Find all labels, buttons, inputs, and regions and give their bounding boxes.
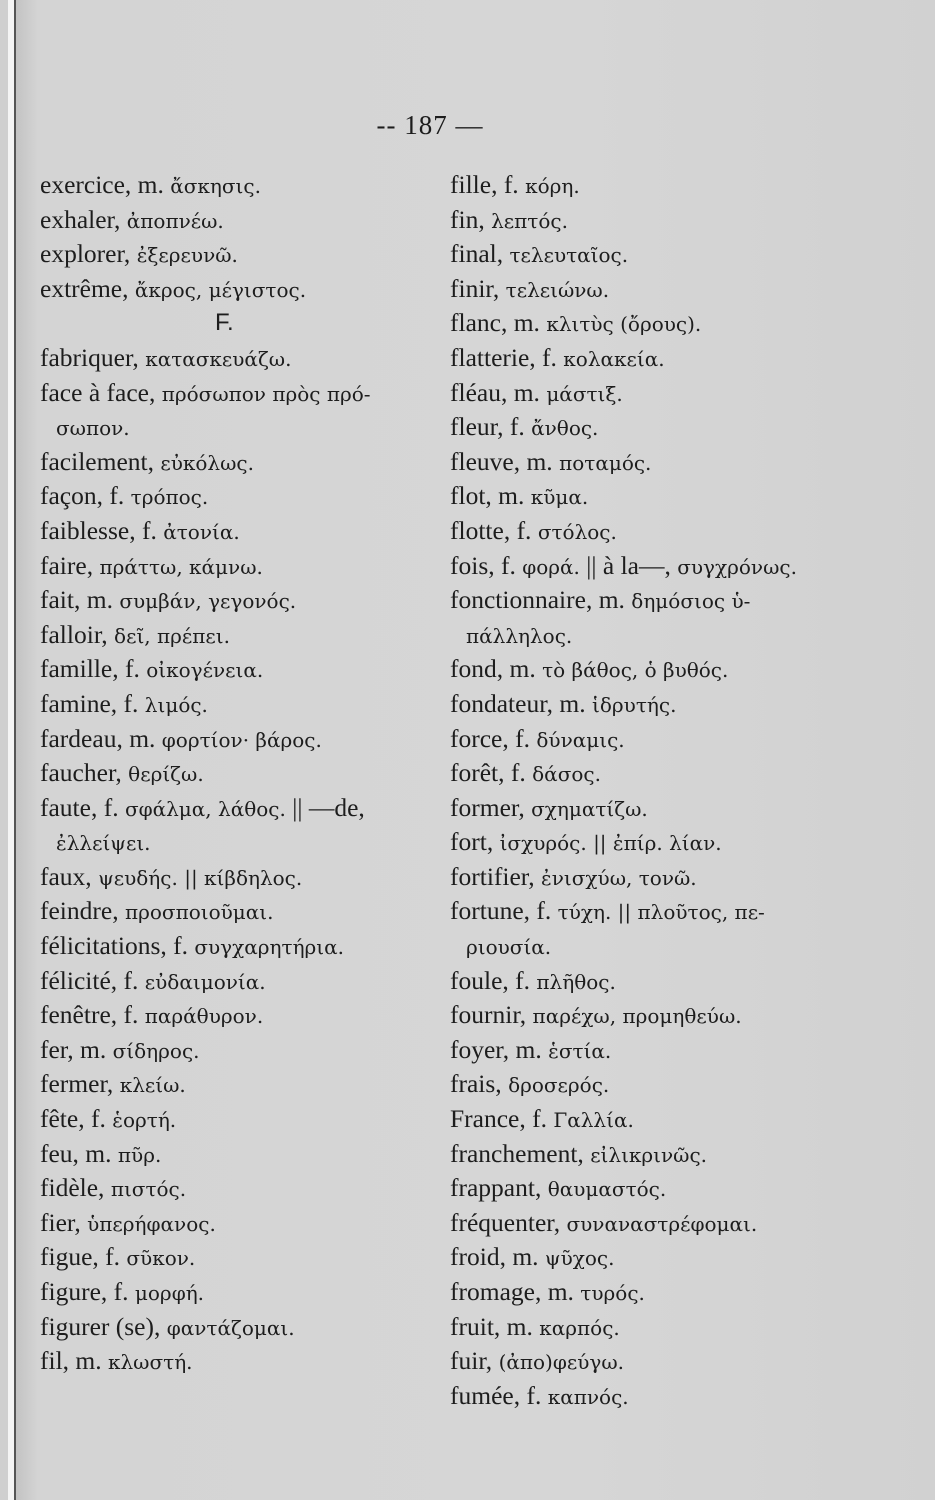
greek-translation: συγχρόνως. bbox=[677, 554, 797, 579]
greek-translation: φορά. bbox=[522, 554, 580, 579]
dictionary-entry bbox=[450, 860, 870, 895]
greek-translation: ἄκρος, μέγιστος. bbox=[134, 277, 307, 302]
dictionary-entry bbox=[40, 1344, 460, 1379]
greek-translation: τρόπος. bbox=[130, 485, 209, 510]
dictionary-entry bbox=[40, 1067, 460, 1102]
greek-translation: ψευδής. || κίβδηλος. bbox=[98, 865, 303, 890]
dictionary-entry bbox=[450, 964, 870, 999]
dictionary-entry bbox=[40, 964, 460, 999]
french-headword: force, f. bbox=[450, 723, 537, 753]
greek-translation: καρπός. bbox=[539, 1315, 620, 1340]
french-headword: fois, f. bbox=[450, 550, 523, 580]
french-headword: forêt, f. bbox=[450, 758, 533, 788]
section-heading: F. bbox=[215, 309, 234, 337]
greek-translation: φαντάζομαι. bbox=[166, 1315, 295, 1340]
french-headword: feindre, bbox=[40, 896, 125, 926]
dictionary-entry bbox=[450, 894, 870, 929]
entry-continuation bbox=[450, 929, 870, 964]
dictionary-entry bbox=[450, 1067, 870, 1102]
french-headword: foule, f. bbox=[450, 965, 537, 995]
french-headword: fort, bbox=[450, 827, 500, 857]
dictionary-page bbox=[8, 0, 935, 1500]
dictionary-entry bbox=[40, 756, 460, 791]
dictionary-entry bbox=[450, 756, 870, 791]
dictionary-entry bbox=[450, 1310, 870, 1345]
greek-translation: θερίζω. bbox=[128, 762, 204, 787]
greek-translation: ἄνθος. bbox=[531, 416, 599, 441]
french-headword: fidèle, bbox=[40, 1173, 111, 1203]
page-number: -- 187 — bbox=[376, 110, 484, 140]
french-headword: fer, m. bbox=[40, 1034, 113, 1064]
greek-translation: πάλληλος. bbox=[466, 623, 573, 648]
french-headword: félicitations, f. bbox=[40, 931, 195, 961]
dictionary-entry bbox=[450, 1379, 870, 1414]
dictionary-entry bbox=[450, 549, 870, 584]
page-edge bbox=[8, 0, 16, 1500]
greek-translation: κῦμα. bbox=[530, 485, 589, 510]
greek-translation: ἑορτή. bbox=[112, 1108, 177, 1133]
greek-translation: λεπτός. bbox=[491, 208, 568, 233]
dictionary-entry bbox=[450, 1137, 870, 1172]
greek-translation: πρόσωπον πρὸς πρό- bbox=[161, 381, 371, 406]
greek-translation: κλείω. bbox=[119, 1073, 186, 1098]
dictionary-entry bbox=[40, 687, 460, 722]
french-headword: flatterie, f. bbox=[450, 342, 564, 372]
french-headword: famille, f. bbox=[40, 654, 147, 684]
dictionary-entry bbox=[40, 514, 460, 549]
dictionary-entry bbox=[450, 237, 870, 272]
dictionary-entry bbox=[40, 1171, 460, 1206]
dictionary-entry bbox=[450, 1344, 870, 1379]
french-headword: fruit, m. bbox=[450, 1311, 540, 1341]
dictionary-entry bbox=[40, 341, 460, 376]
french-headword: feu, m. bbox=[40, 1138, 118, 1168]
greek-translation: δημόσιος ὑ- bbox=[631, 589, 751, 614]
french-headword: fin, bbox=[450, 204, 492, 234]
greek-translation: συμβάν, γεγονός. bbox=[119, 589, 297, 614]
french-headword: fumée, f. bbox=[450, 1380, 548, 1410]
dictionary-entry bbox=[40, 929, 460, 964]
greek-translation: κόρη. bbox=[525, 174, 580, 198]
dictionary-entry bbox=[40, 722, 460, 757]
greek-translation: θαυμαστός. bbox=[547, 1177, 667, 1202]
french-headword: faucher, bbox=[40, 758, 129, 788]
french-headword: fonctionnaire, m. bbox=[450, 585, 632, 615]
french-headword: faiblesse, f. bbox=[40, 515, 164, 545]
french-headword: faux, bbox=[40, 861, 99, 891]
right-column bbox=[450, 168, 870, 1413]
greek-translation: κλιτὺς (ὄρους). bbox=[546, 312, 702, 337]
greek-translation: τελειώνω. bbox=[505, 277, 610, 302]
french-headword: former, bbox=[450, 792, 532, 822]
french-headword: foyer, m. bbox=[450, 1034, 549, 1064]
dictionary-entry bbox=[450, 1275, 870, 1310]
dictionary-entry bbox=[40, 1206, 460, 1241]
french-headword: fortune, f. bbox=[450, 896, 558, 926]
french-headword: frappant, bbox=[450, 1173, 548, 1203]
dictionary-entry bbox=[450, 791, 870, 826]
dictionary-entry bbox=[40, 168, 460, 203]
french-headword: fardeau, m. bbox=[40, 723, 162, 753]
greek-translation: σῦκον. bbox=[126, 1246, 196, 1271]
dictionary-entry bbox=[40, 237, 460, 272]
french-headword: fromage, m. bbox=[450, 1277, 581, 1306]
french-headword: famine, f. bbox=[40, 688, 145, 718]
french-headword: fleur, f. bbox=[450, 412, 532, 442]
greek-translation: πράττω, κάμνω. bbox=[99, 554, 263, 579]
greek-translation: ψῦχος. bbox=[544, 1246, 615, 1271]
dictionary-entry bbox=[450, 203, 870, 238]
greek-translation: (ἀπο)φεύγω. bbox=[498, 1350, 625, 1375]
greek-translation: πιστός. bbox=[110, 1177, 187, 1202]
dictionary-entry bbox=[40, 1240, 460, 1275]
greek-translation: ἑστία. bbox=[548, 1038, 612, 1063]
greek-translation: ἱδρυτής. bbox=[592, 692, 677, 717]
french-headword: flotte, f. bbox=[450, 515, 538, 545]
french-headword: fréquenter, bbox=[450, 1207, 567, 1237]
greek-translation: εὐδαιμονία. bbox=[144, 969, 266, 994]
greek-translation: σφάλμα, λάθος. bbox=[124, 796, 286, 821]
french-headword: flanc, m. bbox=[450, 308, 547, 338]
french-headword: frais, bbox=[450, 1069, 509, 1099]
french-headword: fléau, m. bbox=[450, 377, 547, 407]
french-headword: faute, f. bbox=[40, 792, 125, 822]
greek-translation: λιμός. bbox=[144, 692, 208, 717]
french-headword: fuir, bbox=[450, 1346, 499, 1376]
french-headword: fête, f. bbox=[40, 1104, 113, 1134]
dictionary-entry bbox=[450, 1102, 870, 1137]
greek-translation: δεῖ, πρέπει. bbox=[114, 623, 230, 648]
dictionary-entry bbox=[450, 652, 870, 687]
french-headword: France, f. bbox=[450, 1104, 554, 1134]
french-headword: facilement, bbox=[40, 446, 161, 476]
dictionary-entry bbox=[40, 583, 460, 618]
entry-continuation bbox=[450, 618, 870, 653]
dictionary-entry bbox=[40, 860, 460, 895]
dictionary-entry bbox=[450, 687, 870, 722]
greek-translation: ἰσχυρός. || ἐπίρ. λίαν. bbox=[499, 831, 722, 856]
greek-translation: δάσος. bbox=[532, 762, 601, 787]
dictionary-entry bbox=[450, 376, 870, 411]
french-headword: finir, bbox=[450, 273, 506, 303]
dictionary-entry bbox=[40, 894, 460, 929]
entry-note: || —de, bbox=[285, 792, 365, 822]
greek-translation: μάστιξ. bbox=[546, 381, 623, 406]
greek-translation: καπνός. bbox=[547, 1384, 629, 1409]
greek-translation: πῦρ. bbox=[117, 1142, 162, 1167]
french-headword: fleuve, m. bbox=[450, 446, 560, 476]
greek-translation: ἀτονία. bbox=[163, 519, 240, 544]
greek-translation: οἰκογένεια. bbox=[146, 658, 264, 683]
greek-translation: εἰλικρινῶς. bbox=[590, 1142, 708, 1167]
dictionary-entry bbox=[450, 168, 870, 203]
french-headword: façon, f. bbox=[40, 481, 131, 511]
greek-translation: κολακεία. bbox=[563, 346, 665, 371]
french-headword: figure, f. bbox=[40, 1277, 135, 1306]
greek-translation: τελευταῖος. bbox=[509, 243, 629, 268]
french-headword: fabriquer, bbox=[40, 342, 146, 372]
greek-translation: κατασκευάζω. bbox=[145, 346, 292, 371]
greek-translation: σχηματίζω. bbox=[531, 796, 648, 821]
greek-translation: ὑπερήφανος. bbox=[87, 1211, 216, 1236]
greek-translation: ἀποπνέω. bbox=[126, 208, 224, 233]
french-headword: falloir, bbox=[40, 619, 115, 649]
french-headword: fait, m. bbox=[40, 585, 120, 615]
dictionary-entry bbox=[40, 1033, 460, 1068]
greek-translation: ἐξερευνῶ. bbox=[136, 243, 238, 268]
dictionary-entry bbox=[450, 998, 870, 1033]
dictionary-entry bbox=[40, 1102, 460, 1137]
french-headword: fournir, bbox=[450, 1000, 533, 1030]
dictionary-entry bbox=[40, 376, 460, 411]
greek-translation: Γαλλία. bbox=[553, 1108, 634, 1133]
greek-translation: δύναμις. bbox=[536, 727, 625, 752]
greek-translation: συγχαρητήρια. bbox=[194, 935, 345, 960]
french-headword: flot, m. bbox=[450, 481, 531, 511]
french-headword: fille, f. bbox=[450, 170, 526, 199]
dictionary-entry bbox=[450, 410, 870, 445]
french-headword: figue, f. bbox=[40, 1242, 127, 1272]
dictionary-entry bbox=[450, 583, 870, 618]
greek-translation: παράθυρον. bbox=[144, 1004, 264, 1029]
left-column bbox=[40, 168, 460, 1379]
dictionary-entry bbox=[40, 479, 460, 514]
greek-translation: πλῆθος. bbox=[536, 969, 616, 994]
dictionary-entry bbox=[40, 652, 460, 687]
greek-translation: τυρός. bbox=[580, 1281, 645, 1305]
dictionary-entry bbox=[40, 1275, 460, 1310]
dictionary-entry bbox=[40, 203, 460, 238]
dictionary-entry bbox=[40, 1137, 460, 1172]
dictionary-entry bbox=[40, 1310, 460, 1345]
french-headword: figurer (se), bbox=[40, 1311, 167, 1341]
greek-translation: ποταμός. bbox=[559, 450, 652, 475]
entry-continuation bbox=[40, 410, 460, 445]
greek-translation: παρέχω, προμηθεύω. bbox=[532, 1004, 742, 1029]
french-headword: exercice, m. bbox=[40, 170, 171, 199]
dictionary-entry bbox=[450, 514, 870, 549]
greek-translation: στόλος. bbox=[537, 519, 617, 544]
french-headword: froid, m. bbox=[450, 1242, 545, 1272]
dictionary-entry bbox=[450, 1206, 870, 1241]
dictionary-entry bbox=[40, 272, 460, 307]
french-headword: face à face, bbox=[40, 377, 162, 407]
dictionary-entry bbox=[40, 445, 460, 480]
entry-continuation bbox=[40, 825, 460, 860]
french-headword: fenêtre, f. bbox=[40, 1000, 145, 1030]
french-headword: fier, bbox=[40, 1207, 88, 1237]
dictionary-entry bbox=[40, 791, 460, 826]
greek-translation: ἐνισχύω, τονῶ. bbox=[541, 865, 697, 890]
french-headword: fondateur, m. bbox=[450, 688, 593, 718]
french-headword: franchement, bbox=[450, 1138, 591, 1168]
greek-translation: εὐκόλως. bbox=[160, 450, 254, 475]
greek-translation: δροσερός. bbox=[508, 1073, 610, 1098]
dictionary-entry bbox=[450, 1033, 870, 1068]
french-headword: faire, bbox=[40, 550, 100, 580]
dictionary-entry bbox=[40, 549, 460, 584]
dictionary-entry bbox=[450, 306, 870, 341]
french-headword: fortifier, bbox=[450, 861, 542, 891]
french-headword: fil, m. bbox=[40, 1346, 108, 1376]
dictionary-entry bbox=[40, 618, 460, 653]
dictionary-entry bbox=[450, 272, 870, 307]
greek-translation: σίδηρος. bbox=[112, 1038, 200, 1063]
french-headword: extrême, bbox=[40, 273, 135, 303]
french-headword: fermer, bbox=[40, 1069, 120, 1099]
greek-translation: κλωστή. bbox=[108, 1350, 193, 1375]
french-headword: explorer, bbox=[40, 239, 137, 269]
dictionary-entry bbox=[450, 722, 870, 757]
french-headword: exhaler, bbox=[40, 204, 127, 234]
entry-note: || à la—, bbox=[579, 550, 678, 580]
greek-translation: τὸ βάθος, ὁ βυθός. bbox=[542, 658, 729, 683]
greek-translation: φορτίον· βάρος. bbox=[161, 727, 322, 752]
dictionary-entry bbox=[40, 998, 460, 1033]
dictionary-entry bbox=[450, 1240, 870, 1275]
dictionary-entry bbox=[450, 825, 870, 860]
dictionary-entry bbox=[450, 479, 870, 514]
greek-translation: ριουσία. bbox=[466, 935, 552, 960]
greek-translation: προσποιοῦμαι. bbox=[124, 900, 274, 925]
french-headword: fond, m. bbox=[450, 654, 543, 684]
dictionary-entry bbox=[450, 341, 870, 376]
french-headword: félicité, f. bbox=[40, 965, 145, 995]
greek-translation: ἐλλείψει. bbox=[56, 831, 151, 856]
greek-translation: συναναστρέφομαι. bbox=[566, 1211, 758, 1236]
greek-translation: μορφή. bbox=[134, 1281, 205, 1305]
dictionary-entry bbox=[450, 445, 870, 480]
french-headword: final, bbox=[450, 239, 510, 269]
dictionary-entry bbox=[450, 1171, 870, 1206]
greek-translation: σωπον. bbox=[56, 416, 130, 441]
greek-translation: τύχη. || πλοῦτος, πε- bbox=[557, 900, 765, 925]
greek-translation: ἄσκησις. bbox=[170, 174, 261, 198]
